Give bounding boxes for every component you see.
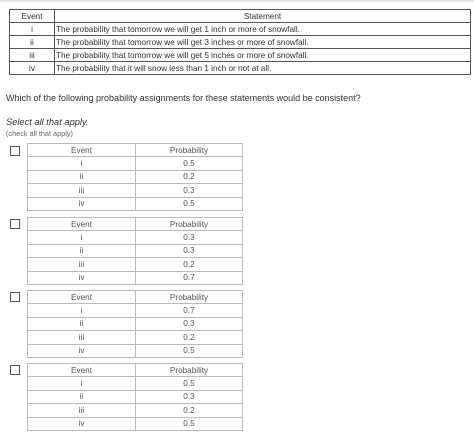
option-1-table xyxy=(27,143,243,211)
option-3-table xyxy=(27,290,243,358)
statement-text: The probability that tomorrow we will get 3 inches or more of snowfall. xyxy=(55,36,471,49)
option-event: i xyxy=(28,377,136,390)
option-event: i xyxy=(28,304,136,317)
option-event: iii xyxy=(28,258,136,271)
statement-event: iv xyxy=(10,62,55,75)
option-probability: 0.5 xyxy=(136,197,243,210)
option-4-checkbox[interactable] xyxy=(10,365,20,375)
option-row xyxy=(28,317,243,330)
option-4-table xyxy=(27,363,243,431)
option-event-header: Event xyxy=(28,218,136,231)
option-event: iv xyxy=(28,197,136,210)
statement-text: The probability that it will snow less than 1 inch or not at all. xyxy=(55,62,471,75)
statement-event: i xyxy=(10,23,55,36)
option-probability: 0.2 xyxy=(136,331,243,344)
statement-header: Statement xyxy=(55,10,471,23)
statements-table xyxy=(9,9,471,75)
option-event: ii xyxy=(28,390,136,403)
statement-text: The probability that tomorrow we will get 5 inches or more of snowfall. xyxy=(55,49,471,62)
option-event: iv xyxy=(28,271,136,284)
option-probability: 0.7 xyxy=(136,271,243,284)
check-all-hint: (check all that apply) xyxy=(6,129,73,138)
option-event: ii xyxy=(28,317,136,330)
option-probability-header: Probability xyxy=(136,218,243,231)
statement-row xyxy=(10,62,471,75)
question-text: Which of the following probability assignments for these statements would be consistent? xyxy=(6,93,361,103)
option-row xyxy=(28,258,243,271)
top-divider xyxy=(0,0,474,2)
option-row xyxy=(28,197,243,210)
option-probability: 0.5 xyxy=(136,417,243,430)
option-probability-header: Probability xyxy=(136,291,243,304)
option-probability: 0.3 xyxy=(136,390,243,403)
option-row xyxy=(28,344,243,357)
option-probability: 0.2 xyxy=(136,404,243,417)
event-header: Event xyxy=(10,10,55,23)
statement-event: iii xyxy=(10,49,55,62)
option-row xyxy=(28,304,243,317)
option-row xyxy=(28,271,243,284)
option-event: iii xyxy=(28,404,136,417)
statement-row xyxy=(10,23,471,36)
statements-header-row xyxy=(10,10,471,23)
option-row xyxy=(28,404,243,417)
select-instruction: Select all that apply. xyxy=(6,117,89,127)
option-event: i xyxy=(28,231,136,244)
option-event: iv xyxy=(28,417,136,430)
option-probability: 0.3 xyxy=(136,184,243,197)
option-row xyxy=(28,170,243,183)
option-2-table xyxy=(27,217,243,285)
option-probability: 0.2 xyxy=(136,170,243,183)
option-row xyxy=(28,184,243,197)
option-row xyxy=(28,231,243,244)
option-row xyxy=(28,417,243,430)
statement-event: ii xyxy=(10,36,55,49)
option-event: ii xyxy=(28,244,136,257)
option-event-header: Event xyxy=(28,364,136,377)
option-event: ii xyxy=(28,170,136,183)
option-2-checkbox[interactable] xyxy=(10,219,20,229)
option-event: iii xyxy=(28,331,136,344)
option-row xyxy=(28,377,243,390)
option-1-checkbox[interactable] xyxy=(10,146,20,156)
option-probability: 0.5 xyxy=(136,157,243,170)
option-3-checkbox[interactable] xyxy=(10,292,20,302)
option-probability: 0.5 xyxy=(136,377,243,390)
option-row xyxy=(28,331,243,344)
option-probability: 0.3 xyxy=(136,231,243,244)
statement-row xyxy=(10,49,471,62)
option-row xyxy=(28,244,243,257)
option-event: i xyxy=(28,157,136,170)
option-probability: 0.3 xyxy=(136,317,243,330)
statement-row xyxy=(10,36,471,49)
option-probability: 0.3 xyxy=(136,244,243,257)
option-event-header: Event xyxy=(28,291,136,304)
option-event-header: Event xyxy=(28,144,136,157)
option-event: iii xyxy=(28,184,136,197)
option-probability: 0.7 xyxy=(136,304,243,317)
statement-text: The probability that tomorrow we will get 1 inch or more of snowfall. xyxy=(55,23,471,36)
option-row xyxy=(28,390,243,403)
option-probability-header: Probability xyxy=(136,144,243,157)
option-probability-header: Probability xyxy=(136,364,243,377)
option-event: iv xyxy=(28,344,136,357)
option-probability: 0.5 xyxy=(136,344,243,357)
option-row xyxy=(28,157,243,170)
option-probability: 0.2 xyxy=(136,258,243,271)
